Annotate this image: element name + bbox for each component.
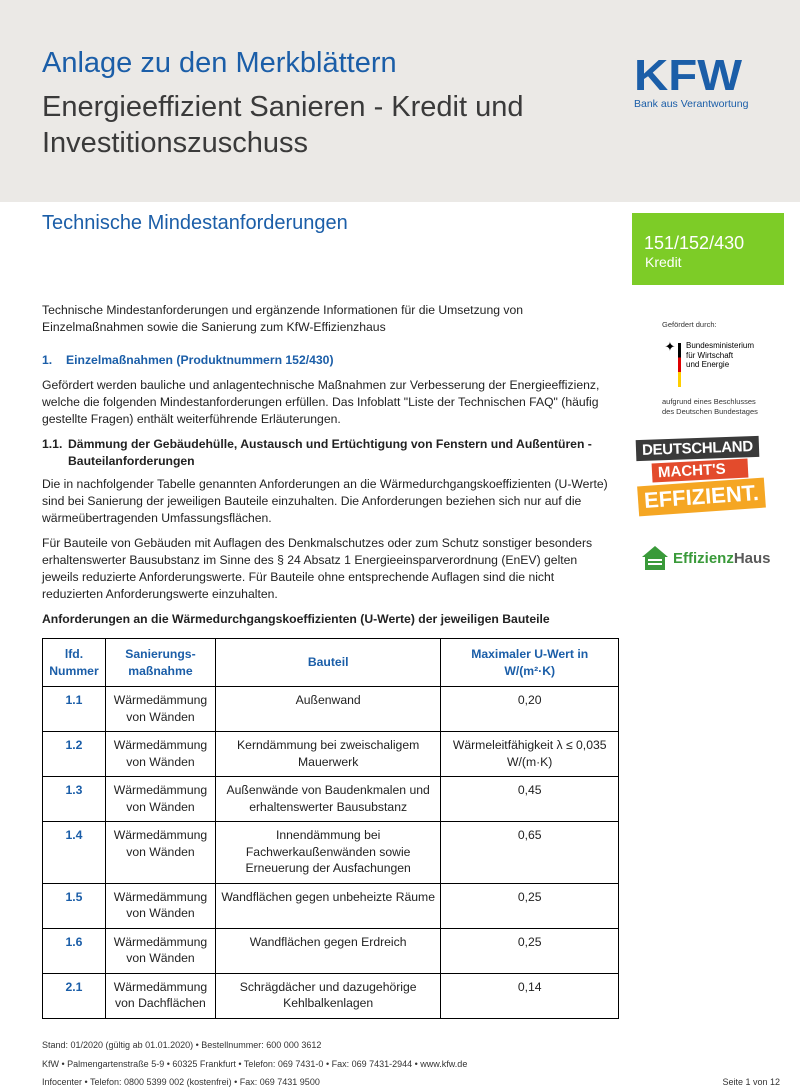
cell-component: Außenwände von Baudenkmalen und erhaltenswerter Bausubstanz bbox=[215, 777, 440, 822]
cell-measure: Wärmedämmung von Wänden bbox=[105, 883, 215, 928]
kfw-logo-tagline: Bank aus Verantwortung bbox=[634, 98, 749, 110]
bmwi-logo bbox=[662, 341, 754, 387]
dm-line2: MACHT'S bbox=[652, 459, 749, 483]
section-1-paragraph: Gefördert werden bauliche und anlagentechnische Maßnahmen zur Verbesserung der Energieeffizienz, welche die folgenden Mindestanforderungen erfüllen. Das Infoblatt "Liste der Technischen FAQ" (häufig gestellte Fragen) enthält weiterführende Erläuterungen. bbox=[42, 378, 600, 426]
table-row bbox=[43, 732, 619, 777]
section-1-title: Einzelmaßnahmen (Produktnummern 152/430) bbox=[66, 353, 334, 367]
document-title-line1: Anlage zu den Merkblättern bbox=[42, 47, 397, 79]
table-row bbox=[43, 777, 619, 822]
cell-component: Außenwand bbox=[215, 687, 440, 732]
section-1-1-title: Dämmung der Gebäudehülle, Austausch und Ertüchtigung von Fenstern und Außentüren - Bauteilanforderungen bbox=[68, 437, 592, 468]
effizienzhaus-part2: Haus bbox=[733, 549, 771, 567]
cell-component: Kerndämmung bei zweischaligem Mauerwerk bbox=[215, 732, 440, 777]
footer-status-line: Stand: 01/2020 (gültig ab 01.01.2020) • Bestellnummer: 600 000 3612 bbox=[42, 1040, 322, 1050]
dm-line3: EFFIZIENT. bbox=[637, 478, 766, 517]
funded-by-label: Gefördert durch: bbox=[662, 320, 717, 329]
product-number-box bbox=[632, 213, 784, 285]
section-1-1-paragraph-2: Für Bauteile von Gebäuden mit Auflagen des Denkmalschutzes oder zum Schutz sonstiger besonders erhaltenswerter Bausubstanz im Sinne des § 24 Absatz 1 Energieeinsparverordnung (EnEV) gelten jeweils reduzierte Anforderungswerte. Für Bauteile ohne entsprechende Auflagen sind die nicht reduzierten Anforderungswerte einzuhalten. bbox=[42, 536, 593, 601]
cell-u-value: 0,45 bbox=[441, 777, 619, 822]
footer-infocenter-line: Infocenter • Telefon: 0800 5399 002 (kostenfrei) • Fax: 069 7431 9500 bbox=[42, 1077, 320, 1087]
intro-paragraph: Technische Mindestanforderungen und ergänzende Informationen für die Umsetzung von Einzelmaßnahmen sowie die Sanierung zum KfW-Effizienzhaus bbox=[42, 303, 524, 334]
effizienzhaus-wordmark bbox=[673, 550, 771, 567]
house-icon bbox=[641, 545, 669, 571]
header-max-u-wert: Maximaler U-Wert in W/(m²·K) bbox=[441, 639, 619, 687]
cell-component: Wandflächen gegen Erdreich bbox=[215, 928, 440, 973]
cell-measure: Wärmedämmung von Wänden bbox=[105, 822, 215, 884]
kfw-logo bbox=[634, 52, 754, 110]
section-1-heading bbox=[42, 352, 614, 369]
cell-component: Innendämmung bei Fachwerkaußenwänden sowie Erneuerung der Ausfachungen bbox=[215, 822, 440, 884]
kfw-logo-icon bbox=[634, 52, 744, 96]
cell-number: 2.1 bbox=[43, 973, 106, 1018]
sidebar-funding bbox=[662, 320, 782, 329]
main-content bbox=[42, 302, 614, 635]
cell-u-value: 0,14 bbox=[441, 973, 619, 1018]
cell-component: Wandflächen gegen unbeheizte Räume bbox=[215, 883, 440, 928]
cell-measure: Wärmedämmung von Wänden bbox=[105, 687, 215, 732]
cell-number: 1.2 bbox=[43, 732, 106, 777]
page-subtitle: Technische Mindestanforderungen bbox=[42, 212, 348, 234]
cell-number: 1.5 bbox=[43, 883, 106, 928]
cell-measure: Wärmedämmung von Dachflächen bbox=[105, 973, 215, 1018]
dm-line1: DEUTSCHLAND bbox=[636, 436, 760, 461]
table-caption: Anforderungen an die Wärmedurchgangskoeffizienten (U-Werte) der jeweiligen Bauteile bbox=[42, 612, 550, 626]
section-1-1-paragraph-1: Die in nachfolgender Tabelle genannten Anforderungen an die Wärmedurchgangskoeffizienten (U-Werte) sind bei Sanierung der jeweiligen Bauteile einzuhalten. Die Anforderungen beziehen sich nur auf die wärmeübertragenden Umfassungsflächen. bbox=[42, 477, 608, 525]
cell-number: 1.3 bbox=[43, 777, 106, 822]
table-row bbox=[43, 883, 619, 928]
deutschland-machts-effizient-logo bbox=[636, 438, 760, 513]
cell-number: 1.6 bbox=[43, 928, 106, 973]
cell-measure: Wärmedämmung von Wänden bbox=[105, 928, 215, 973]
section-1-1-number: 1.1. bbox=[42, 437, 63, 451]
header-lfd-nummer: lfd. Nummer bbox=[43, 639, 106, 687]
effizienzhaus-logo bbox=[641, 545, 771, 571]
header-bauteil: Bauteil bbox=[215, 639, 440, 687]
footer-address-line: KfW • Palmengartenstraße 5-9 • 60325 Frankfurt • Telefon: 069 7431-0 • Fax: 069 7431-2944 • www.kfw.de bbox=[42, 1059, 468, 1069]
cell-measure: Wärmedämmung von Wänden bbox=[105, 777, 215, 822]
u-value-requirements-table bbox=[42, 638, 619, 1019]
cell-number: 1.1 bbox=[43, 687, 106, 732]
cell-u-value: 0,65 bbox=[441, 822, 619, 884]
document-title-line2: Energieeffizient Sanieren - Kredit und Investitionszuschuss bbox=[42, 91, 524, 159]
table-row bbox=[43, 687, 619, 732]
cell-measure: Wärmedämmung von Wänden bbox=[105, 732, 215, 777]
cell-component: Schrägdächer und dazugehörige Kehlbalkenlagen bbox=[215, 973, 440, 1018]
kfw-logo-wordmark: KFW bbox=[634, 52, 743, 96]
cell-u-value: 0,20 bbox=[441, 687, 619, 732]
product-type: Kredit bbox=[645, 254, 682, 270]
cell-u-value: Wärmeleitfähigkeit λ ≤ 0,035 W/(m·K) bbox=[441, 732, 619, 777]
table-header-row bbox=[43, 639, 619, 687]
section-1-1-heading bbox=[42, 436, 614, 470]
cell-u-value: 0,25 bbox=[441, 883, 619, 928]
cell-number: 1.4 bbox=[43, 822, 106, 884]
table-row bbox=[43, 822, 619, 884]
effizienzhaus-part1: Effizienz bbox=[673, 549, 734, 567]
product-numbers: 151/152/430 bbox=[644, 233, 745, 253]
german-flag-icon bbox=[678, 343, 681, 387]
section-1-number: 1. bbox=[42, 353, 53, 367]
header-sanierungsmassnahme: Sanierungs- maßnahme bbox=[105, 639, 215, 687]
page-number: Seite 1 von 12 bbox=[722, 1077, 780, 1087]
ministry-name: Bundesministerium für Wirtschaft und Energie bbox=[686, 341, 755, 369]
federal-eagle-icon: ✦ bbox=[664, 339, 676, 354]
cell-u-value: 0,25 bbox=[441, 928, 619, 973]
table-row bbox=[43, 928, 619, 973]
table-row bbox=[43, 973, 619, 1018]
bundestag-note: aufgrund eines Beschlusses des Deutschen Bundestages bbox=[662, 397, 758, 416]
